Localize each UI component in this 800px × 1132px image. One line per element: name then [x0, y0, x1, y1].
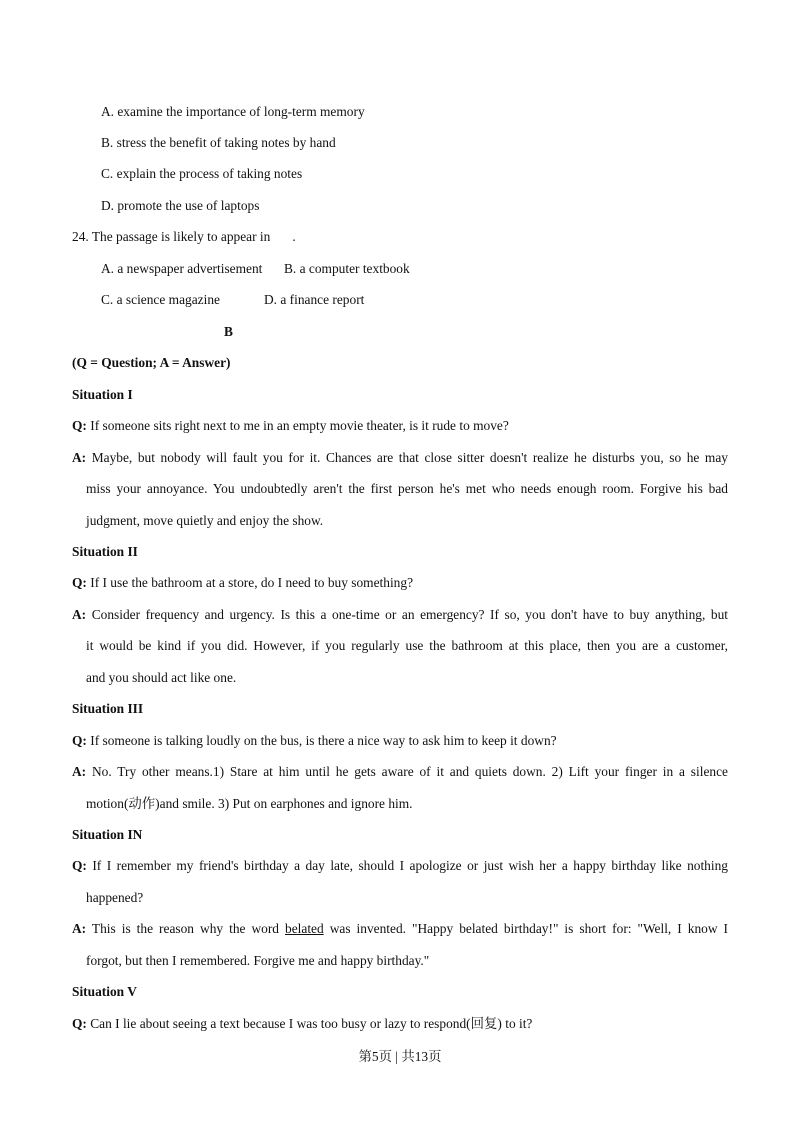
question-line: happened? [86, 890, 144, 905]
q24-option-c: C. a science magazine [101, 292, 220, 307]
question-text: If someone is talking loudly on the bus, is there a nice way to ask him to keep it down? [90, 733, 557, 748]
answer-line: miss your annoyance. You undoubtedly aren't the first person he's met who needs enough room. Forgive his bad [86, 481, 728, 496]
answer-line [72, 450, 728, 466]
situation-question [72, 733, 728, 749]
answer-text: No. Try other means.1) Stare at him until he gets aware of it and quiets down. 2) Lift your finger in a silence [91, 764, 728, 779]
answer-text: Maybe, but nobody will fault you for it. Chances are that close sitter doesn't realize he disturbs you, so he may [91, 450, 728, 465]
q23-option-b: B. stress the benefit of taking notes by hand [101, 135, 336, 150]
q24-stem-end: . [292, 229, 296, 244]
answer-line [72, 607, 728, 623]
answer-text: was invented. "Happy belated birthday!" is short for: "Well, I know I [329, 921, 728, 936]
situation-question [72, 575, 728, 591]
situation-title: Situation I [72, 387, 133, 402]
q24-option-d: D. a finance report [264, 292, 365, 307]
q24-stem-text: 24. The passage is likely to appear in [72, 229, 271, 244]
answer-line: and you should act like one. [86, 670, 237, 685]
q-label: Q: [72, 1016, 87, 1031]
section-legend: (Q = Question; A = Answer) [72, 355, 231, 370]
q-label: Q: [72, 858, 87, 873]
answer-line: motion(动作)and smile. 3) Put on earphones and ignore him. [86, 796, 413, 811]
q23-option-d: D. promote the use of laptops [101, 198, 260, 213]
question-text: If I remember my friend's birthday a day late, should I apologize or just wish her a happy birthday like nothing [92, 858, 728, 873]
situation-title: Situation IN [72, 827, 143, 842]
answer-line: judgment, move quietly and enjoy the show. [86, 513, 324, 528]
q24-option-b: B. a computer textbook [284, 261, 410, 276]
a-label: A: [72, 450, 87, 465]
situation-question [72, 858, 728, 874]
q-label: Q: [72, 733, 87, 748]
situation-title: Situation V [72, 984, 137, 999]
q23-option-c: C. explain the process of taking notes [101, 166, 303, 181]
page-footer: 第5页 | 共13页 [358, 1049, 442, 1064]
answer-text: This is the reason why the word [91, 921, 279, 936]
question-text: If I use the bathroom at a store, do I need to buy something? [90, 575, 414, 590]
q24-stem [72, 229, 296, 245]
answer-line: it would be kind if you did. However, if you regularly use the bathroom at this place, then you are a customer, [86, 638, 728, 653]
answer-line [72, 764, 728, 780]
a-label: A: [72, 607, 87, 622]
a-label: A: [72, 764, 87, 779]
situation-title: Situation III [72, 701, 144, 716]
q-label: Q: [72, 575, 87, 590]
situation-title: Situation II [72, 544, 138, 559]
answer-line [72, 921, 728, 937]
section-letter: B [224, 324, 233, 339]
question-text: If someone sits right next to me in an empty movie theater, is it rude to move? [90, 418, 509, 433]
answer-text: Consider frequency and urgency. Is this a one-time or an emergency? If so, you don't have to buy anything, but [91, 607, 728, 622]
q24-option-a: A. a newspaper advertisement [101, 261, 263, 276]
question-text: Can I lie about seeing a text because I was too busy or lazy to respond(回复) to it? [90, 1016, 533, 1031]
a-label: A: [72, 921, 87, 936]
underlined-word: belated [285, 921, 324, 936]
q23-option-a: A. examine the importance of long-term memory [101, 104, 365, 119]
q-label: Q: [72, 418, 87, 433]
answer-line: forgot, but then I remembered. Forgive me and happy birthday." [86, 953, 430, 968]
situation-question [72, 418, 728, 434]
situation-question [72, 1016, 728, 1032]
